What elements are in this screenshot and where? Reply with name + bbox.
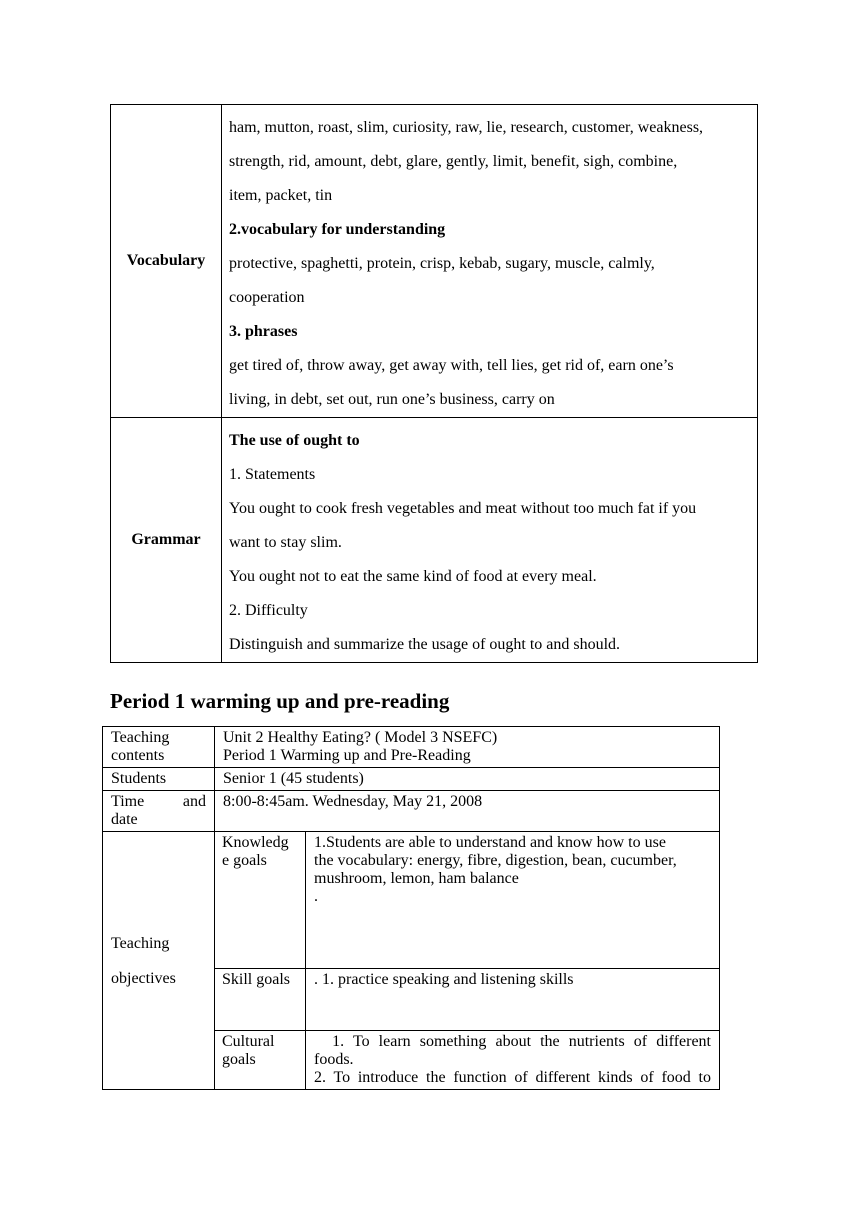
time-date-row xyxy=(103,791,720,832)
time-date-value: 8:00-8:45am. Wednesday, May 21, 2008 xyxy=(215,791,720,832)
vocabulary-line: ham, mutton, roast, slim, curiosity, raw, lie, research, customer, weakness, xyxy=(229,119,704,136)
teaching-contents-value xyxy=(215,727,720,768)
skill-goals-text: . 1. practice speaking and listening skills xyxy=(306,969,720,1031)
phrases-line: living, in debt, set out, run one’s business, carry on xyxy=(229,391,555,408)
text-line: foods. xyxy=(314,1051,354,1068)
value-line: Unit 2 Healthy Eating? ( Model 3 NSEFC) xyxy=(223,729,498,746)
grammar-subheading: The use of ought to xyxy=(229,432,360,449)
vocabulary-line: cooperation xyxy=(229,289,305,306)
vocabulary-line: item, packet, tin xyxy=(229,187,333,204)
knowledge-goals-label xyxy=(215,832,306,969)
text-line: the vocabulary: energy, fibre, digestion, bean, cucumber, xyxy=(314,852,677,869)
period-heading: Period 1 warming up and pre-reading xyxy=(110,689,450,713)
label-line: date xyxy=(111,811,138,828)
vocabulary-label: Vocabulary xyxy=(111,105,222,418)
text-line: 1.Students are able to understand and know how to use xyxy=(314,834,666,851)
students-label: Students xyxy=(103,768,215,791)
grammar-label: Grammar xyxy=(111,418,222,663)
label-line: Teaching xyxy=(111,934,170,952)
vocabulary-row xyxy=(111,105,758,418)
teaching-contents-label xyxy=(103,727,215,768)
label-line: objectives xyxy=(111,969,176,987)
text-line: 2. To introduce the function of different kinds of food to xyxy=(314,1069,711,1086)
vocabulary-subheading: 2.vocabulary for understanding xyxy=(229,221,446,238)
grammar-line: Distinguish and summarize the usage of ought to and should. xyxy=(229,636,621,653)
cultural-goals-label xyxy=(215,1031,306,1090)
phrases-line: get tired of, throw away, get away with, tell lies, get rid of, earn one’s xyxy=(229,357,674,374)
label-line: Time and xyxy=(111,793,206,810)
teaching-objectives-label xyxy=(103,832,215,1090)
grammar-line: You ought to cook fresh vegetables and meat without too much fat if you xyxy=(229,500,697,517)
knowledge-goals-text xyxy=(306,832,720,969)
text-line: 1. To learn something about the nutrients of different xyxy=(314,1033,711,1050)
grammar-content xyxy=(222,418,758,663)
knowledge-goals-row xyxy=(103,832,720,969)
text-line: mushroom, lemon, ham balance xyxy=(314,870,519,887)
label-line: goals xyxy=(222,1051,256,1068)
label-line: Cultural xyxy=(222,1033,275,1050)
cultural-goals-text xyxy=(306,1031,720,1090)
grammar-line: 1. Statements xyxy=(229,466,316,483)
phrases-subheading: 3. phrases xyxy=(229,323,298,340)
grammar-row xyxy=(111,418,758,663)
vocabulary-line: strength, rid, amount, debt, glare, gently, limit, benefit, sigh, combine, xyxy=(229,153,678,170)
value-line: Period 1 Warming up and Pre-Reading xyxy=(223,747,471,764)
vocabulary-grammar-table xyxy=(110,104,758,663)
text-line: . xyxy=(314,888,318,905)
grammar-line: want to stay slim. xyxy=(229,534,342,551)
grammar-line: You ought not to eat the same kind of food at every meal. xyxy=(229,568,597,585)
grammar-line: 2. Difficulty xyxy=(229,602,308,619)
teaching-contents-row xyxy=(103,727,720,768)
vocabulary-line: protective, spaghetti, protein, crisp, kebab, sugary, muscle, calmly, xyxy=(229,255,655,272)
students-value: Senior 1 (45 students) xyxy=(215,768,720,791)
label-line: e goals xyxy=(222,852,267,869)
lesson-plan-table xyxy=(102,726,720,1090)
time-date-label xyxy=(103,791,215,832)
skill-goals-label: Skill goals xyxy=(215,969,306,1031)
label-line: contents xyxy=(111,747,165,764)
label-line: Teaching xyxy=(111,729,170,746)
students-row xyxy=(103,768,720,791)
label-line: Knowledg xyxy=(222,834,289,851)
vocabulary-content xyxy=(222,105,758,418)
